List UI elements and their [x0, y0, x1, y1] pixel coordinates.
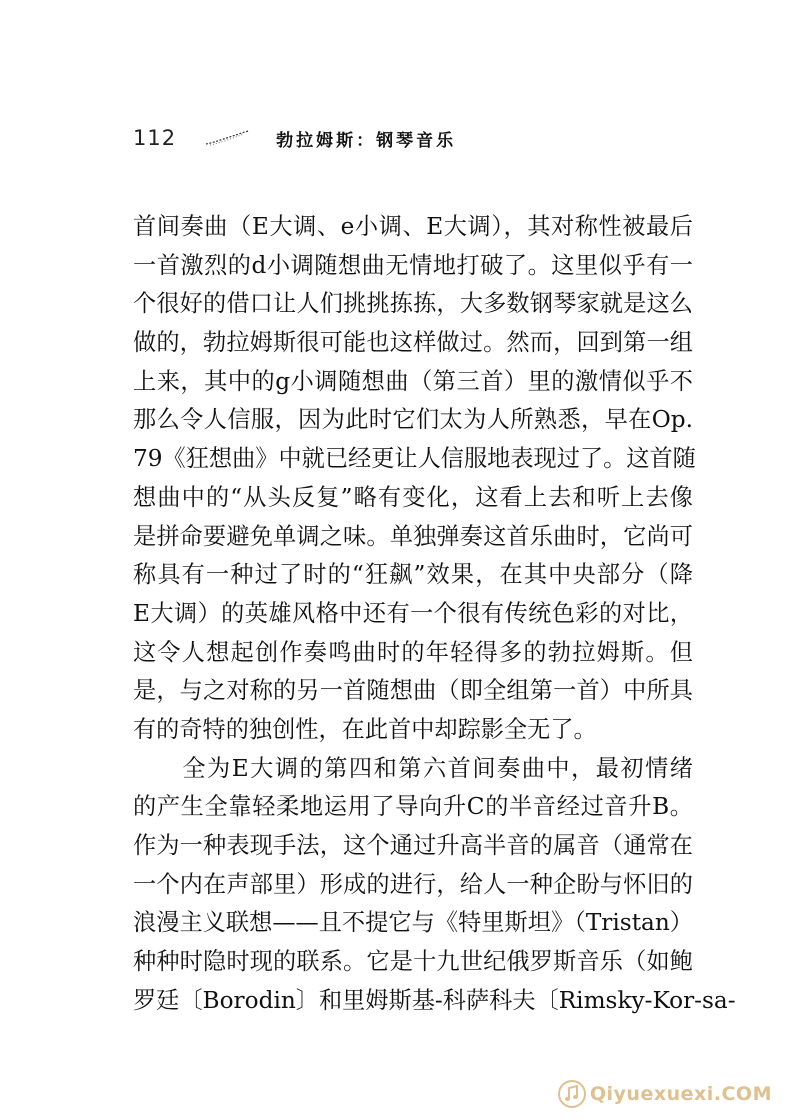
text-line: 79《狂想曲》中就已经更让人信服地表现过了。这首随 — [133, 445, 696, 473]
text-line: 罗廷〔Borodin〕和里姆斯基-科萨科夫〔Rimsky-Kor-sa- — [133, 986, 736, 1014]
running-title: 勃拉姆斯：钢琴音乐 — [276, 130, 457, 151]
text-line: 上来，其中的g小调随想曲（第三首）里的激情似乎不 — [133, 367, 693, 395]
text-line: 做的，勃拉姆斯很可能也这样做过。然而，回到第一组 — [133, 329, 693, 357]
text-line: 种种时隐时现的联系。它是十九世纪俄罗斯音乐（如鲍 — [133, 948, 693, 976]
text-line: 那么令人信服，因为此时它们太为人所熟悉，早在Op. — [133, 406, 693, 434]
text-line: 的产生全靠轻柔地运用了导向升C的半音经过音升B。 — [133, 793, 693, 821]
flourish-ornament-icon — [204, 128, 250, 148]
text-line: 这令人想起创作奏鸣曲时的年轻得多的勃拉姆斯。但 — [133, 638, 693, 666]
text-line: 一首激烈的d小调随想曲无情地打破了。这里似乎有一 — [133, 251, 693, 279]
text-line: 称具有一种过了时的“狂飙”效果，在其中央部分（降 — [133, 561, 693, 589]
text-line: 有的奇特的独创性，在此首中却踪影全无了。 — [133, 715, 597, 743]
body-text — [133, 208, 736, 1020]
running-header — [133, 118, 456, 158]
text-line: 是拼命要避免单调之味。单独弹奏这首乐曲时，它尚可 — [133, 522, 693, 550]
text-line: 全为E大调的第四和第六首间奏曲中，最初情绪 — [133, 754, 693, 782]
text-line: 想曲中的“从头反复”略有变化，这看上去和听上去像 — [133, 483, 693, 511]
music-note-icon — [558, 1080, 586, 1108]
site-watermark — [558, 1080, 772, 1108]
watermark-text: Qiyuexuexi.COM — [589, 1083, 772, 1105]
text-line: 一个内在声部里）形成的进行，给人一种企盼与怀旧的 — [133, 870, 693, 898]
text-line: 浪漫主义联想——且不提它与《特里斯坦》（Tristan） — [133, 909, 693, 937]
text-line: 作为一种表现手法，这个通过升高半音的属音（通常在 — [133, 832, 693, 859]
text-line: 首间奏曲（E大调、e小调、E大调），其对称性被最后 — [133, 213, 693, 240]
text-line: E大调）的英雄风格中还有一个很有传统色彩的对比， — [133, 599, 693, 627]
text-line: 个很好的借口让人们挑挑拣拣，大多数钢琴家就是这么 — [133, 290, 693, 318]
text-line: 是，与之对称的另一首随想曲（即全组第一首）中所具 — [133, 677, 693, 705]
page-number: 112 — [133, 126, 177, 150]
